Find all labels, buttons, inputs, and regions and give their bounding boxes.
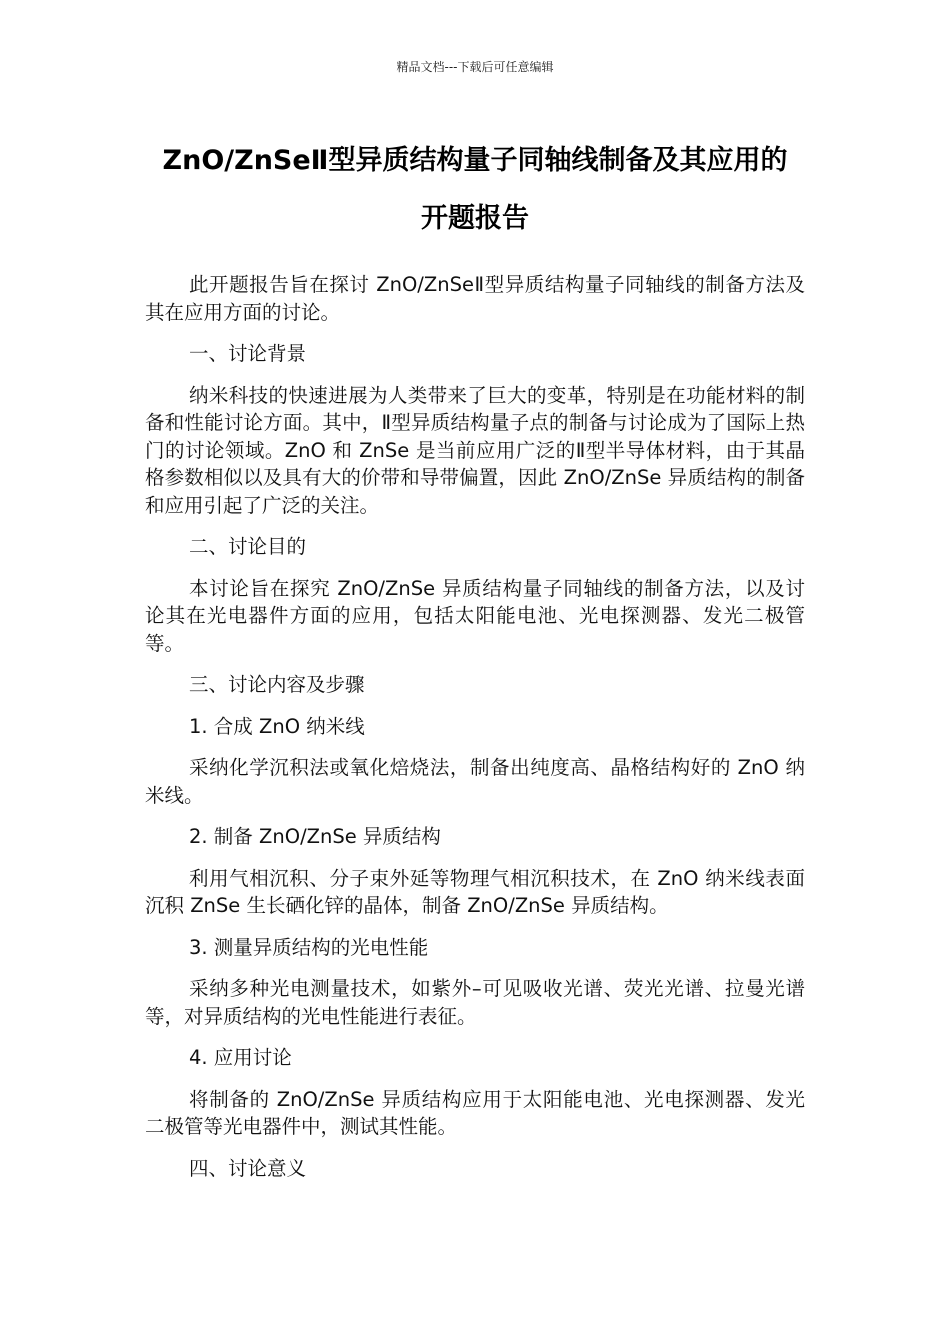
step-heading-3: 3. 测量异质结构的光电性能 (189, 935, 429, 959)
section-heading-content-steps: 三、讨论内容及步骤 (189, 673, 365, 696)
document-title-line-2: 开题报告 (421, 203, 529, 234)
background-paragraph: 纳米科技的快速进展为人类带来了巨大的变革，特别是在功能材料的制备和性能讨论方面。其中，Ⅱ型异质结构量子点的制备与讨论成为了国际上热门的讨论领域。ZnO 和 ZnSe 是当前应用广泛的Ⅱ型半导体材料，由于其晶格参数相似以及具有大的价带和导带偏置，因此 ZnO/ZnSe 异质结构的制备和应用引起了广泛的关注。 (145, 383, 805, 517)
intro-paragraph: 此开题报告旨在探讨 ZnO/ZnSeⅡ型异质结构量子同轴线的制备方法及其在应用方面的讨论。 (145, 273, 805, 324)
step-paragraph-2: 利用气相沉积、分子束外延等物理气相沉积技术，在 ZnO 纳米线表面沉积 ZnSe 生长硒化锌的晶体，制备 ZnO/ZnSe 异质结构。 (145, 866, 805, 917)
document-body (145, 271, 805, 1196)
step-paragraph-4: 将制备的 ZnO/ZnSe 异质结构应用于太阳能电池、光电探测器、发光二极管等光电器件中，测试其性能。 (145, 1087, 805, 1138)
step-heading-4: 4. 应用讨论 (189, 1046, 292, 1069)
purpose-paragraph: 本讨论旨在探究 ZnO/ZnSe 异质结构量子同轴线的制备方法，以及讨论其在光电器件方面的应用，包括太阳能电池、光电探测器、发光二极管等。 (145, 576, 805, 655)
section-heading-purpose: 二、讨论目的 (189, 535, 307, 558)
step-paragraph-1: 采纳化学沉积法或氧化焙烧法，制备出纯度高、晶格结构好的 ZnO 纳米线。 (145, 756, 805, 807)
step-paragraph-3: 采纳多种光电测量技术，如紫外–可见吸收光谱、荧光光谱、拉曼光谱等，对异质结构的光电性能进行表征。 (145, 977, 805, 1028)
step-heading-2: 2. 制备 ZnO/ZnSe 异质结构 (189, 825, 441, 848)
document-title-line-1: ZnO/ZnSeⅡ型异质结构量子同轴线制备及其应用的 (162, 145, 788, 176)
section-heading-background: 一、讨论背景 (189, 342, 307, 365)
step-heading-1: 1. 合成 ZnO 纳米线 (189, 714, 365, 738)
section-heading-significance: 四、讨论意义 (189, 1156, 307, 1180)
header-note: 精品文档---下载后可任意编辑 (396, 60, 554, 74)
